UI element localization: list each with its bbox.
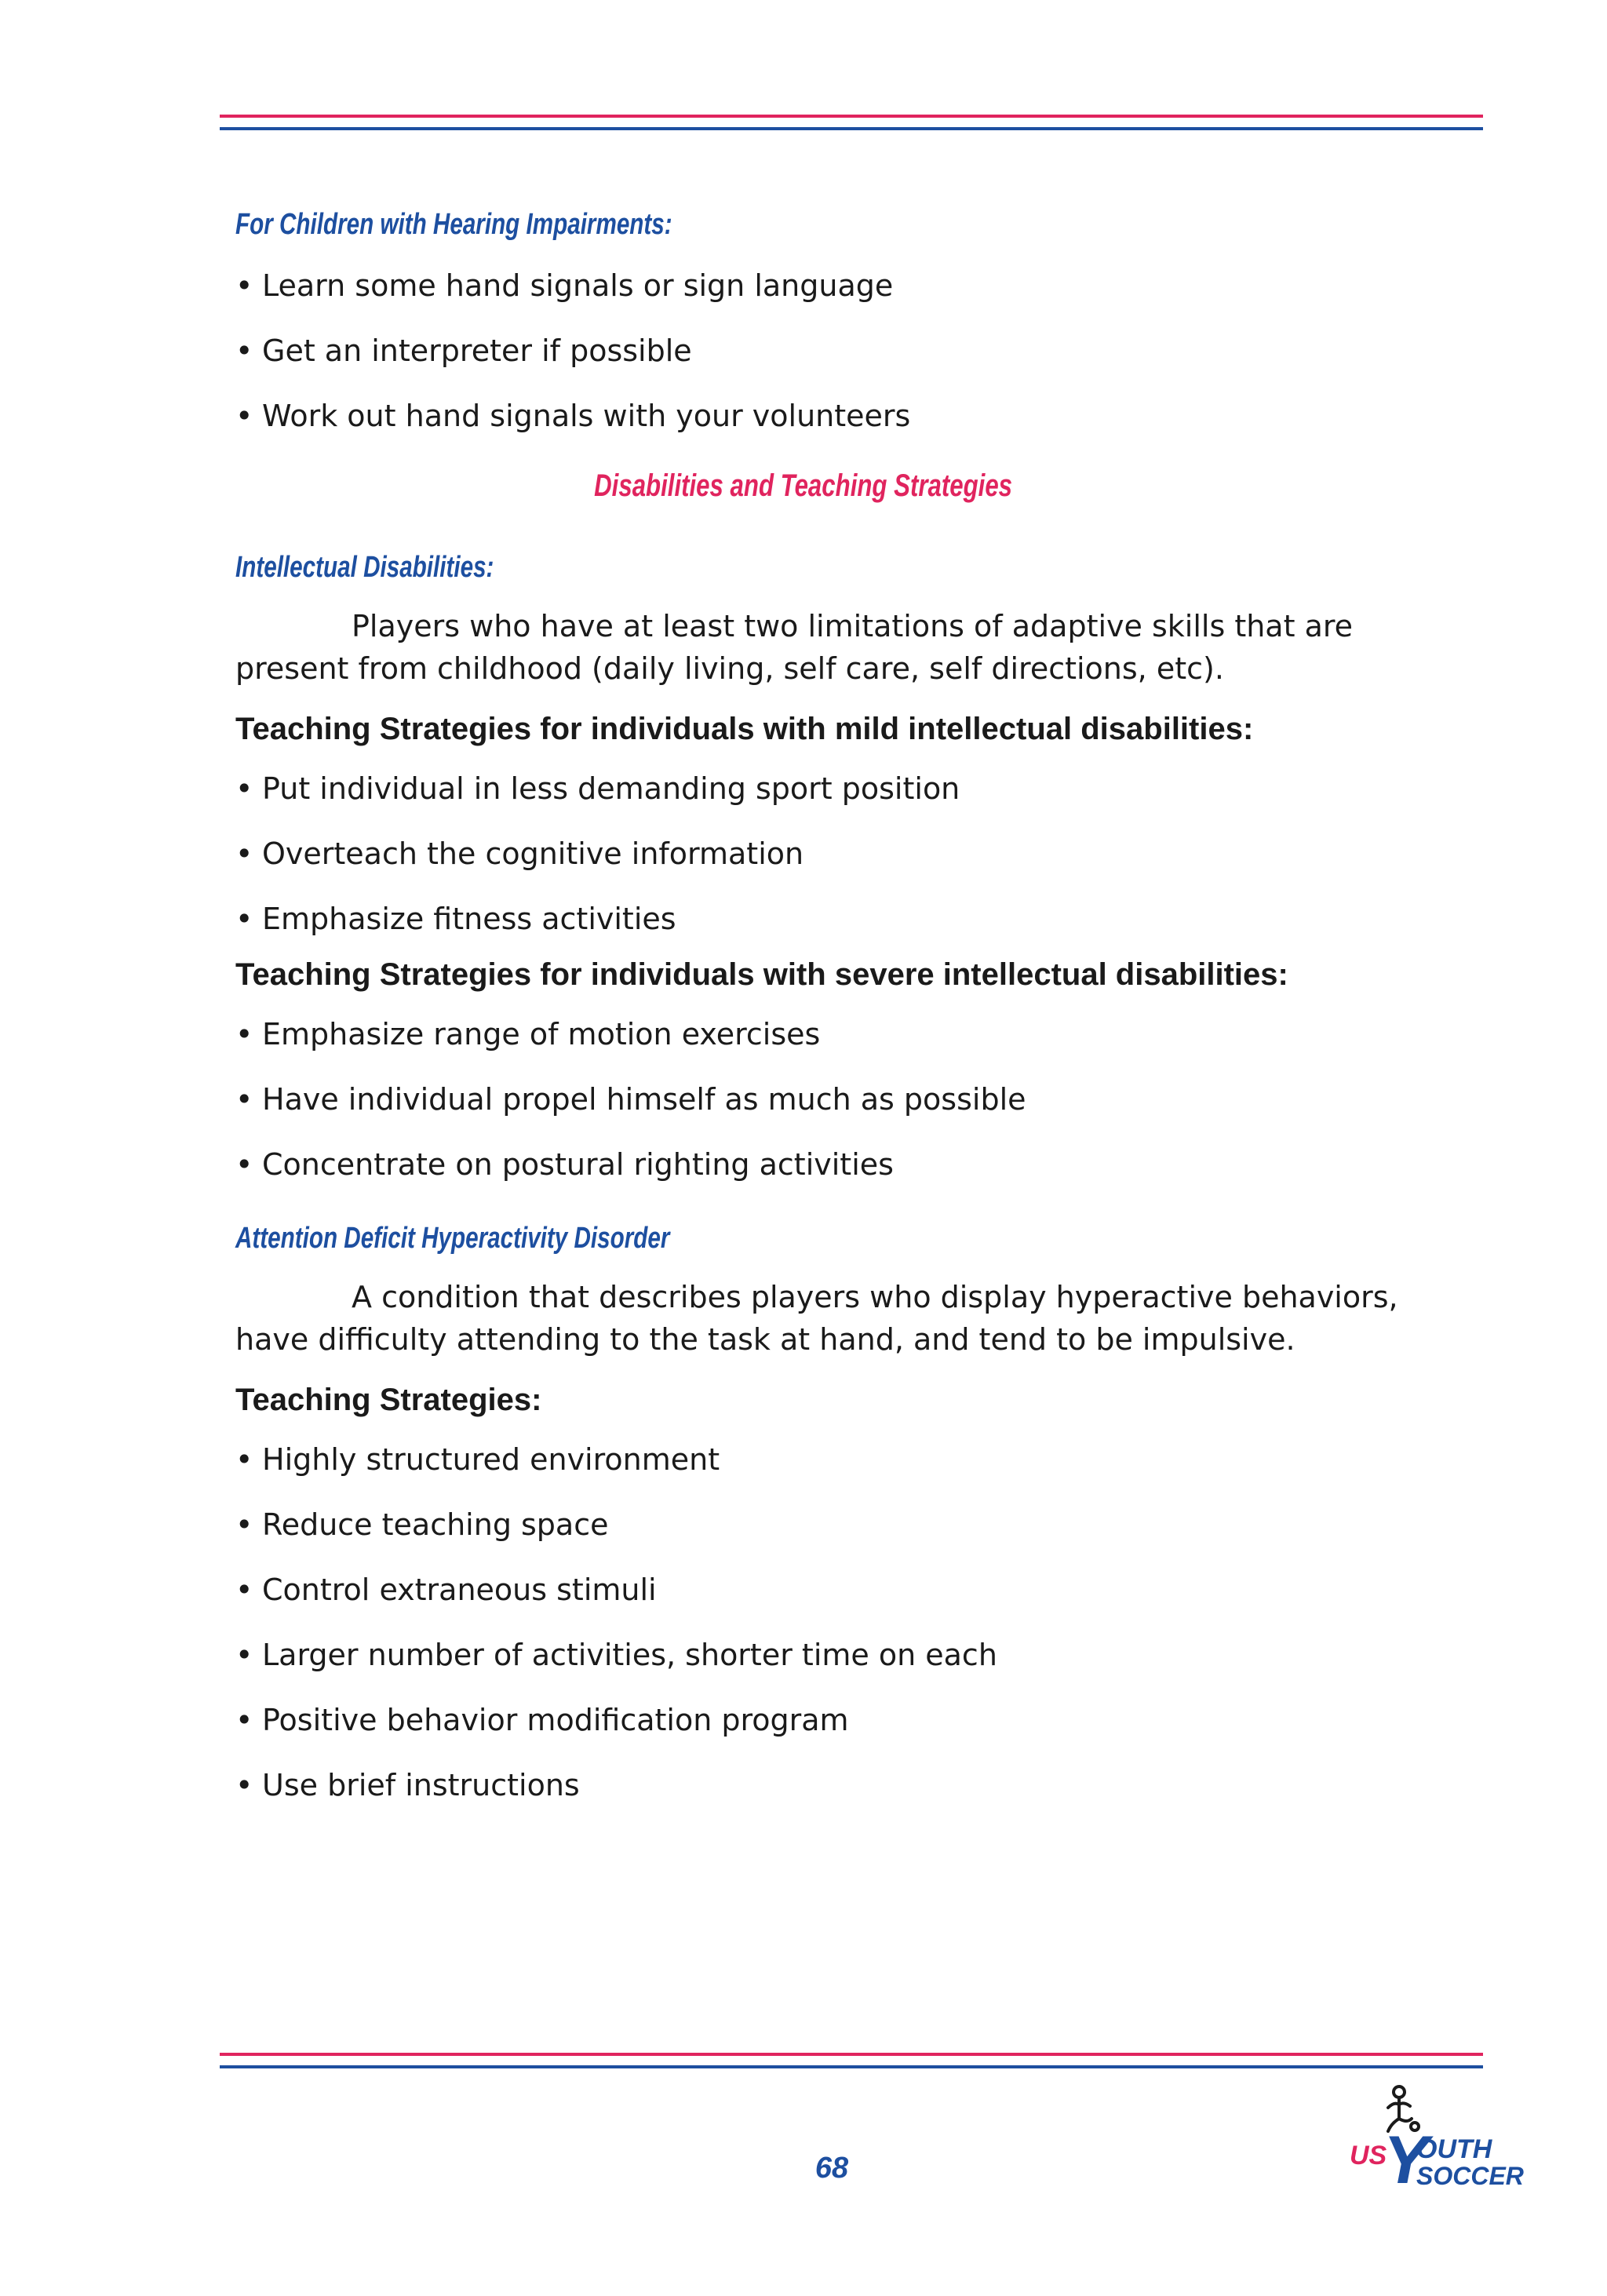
mild-strategies-list bbox=[235, 771, 1491, 937]
list-item: • Highly structured environment bbox=[235, 1441, 1491, 1478]
logo-youth-text: OUTH bbox=[1416, 2134, 1492, 2164]
section-title-text: Disabilities and Teaching Strategies bbox=[594, 468, 1013, 503]
us-youth-soccer-logo bbox=[1346, 2079, 1524, 2198]
severe-strategies-list bbox=[235, 1016, 1491, 1183]
list-item: • Larger number of activities, shorter time on each bbox=[235, 1637, 1491, 1673]
severe-strategies-heading: Teaching Strategies for individuals with severe intellectual disabilities: bbox=[235, 957, 1288, 992]
top-rule-red bbox=[220, 115, 1483, 118]
list-item: • Work out hand signals with your volunteers bbox=[235, 398, 1491, 434]
list-item: • Control extraneous stimuli bbox=[235, 1572, 1491, 1608]
page-content bbox=[235, 208, 1491, 1803]
adhd-strategies-list bbox=[235, 1441, 1491, 1803]
list-item: • Overteach the cognitive information bbox=[235, 836, 1491, 872]
intellectual-heading: Intellectual Disabilities: bbox=[235, 551, 494, 584]
logo-us-text: US bbox=[1350, 2141, 1387, 2170]
bottom-rule-red bbox=[220, 2053, 1483, 2056]
mild-strategies-heading: Teaching Strategies for individuals with mild intellectual disabilities: bbox=[235, 712, 1254, 746]
list-item: • Positive behavior modification program bbox=[235, 1702, 1491, 1738]
list-item: • Get an interpreter if possible bbox=[235, 333, 1491, 369]
list-item: • Learn some hand signals or sign language bbox=[235, 268, 1491, 304]
adhd-paragraph: A condition that describes players who display hyperactive behaviors, have difficulty attending to the task at hand, and tend to be impulsive. bbox=[235, 1280, 1398, 1357]
page-number: 68 bbox=[814, 2152, 849, 2185]
list-item: • Have individual propel himself as much as possible bbox=[235, 1081, 1491, 1117]
top-rule-blue bbox=[220, 127, 1483, 130]
intellectual-paragraph: Players who have at least two limitations of adaptive skills that are present from childhood (daily living, self care, self directions, etc). bbox=[235, 609, 1354, 686]
list-item: • Put individual in less demanding sport position bbox=[235, 771, 1491, 807]
hearing-list bbox=[235, 268, 1491, 434]
adhd-strategies-heading: Teaching Strategies: bbox=[235, 1383, 542, 1417]
list-item: • Emphasize fitness activities bbox=[235, 901, 1491, 937]
hearing-heading: For Children with Hearing Impairments: bbox=[235, 208, 672, 241]
section-title bbox=[0, 468, 1607, 504]
adhd-heading: Attention Deficit Hyperactivity Disorder bbox=[235, 1222, 670, 1255]
list-item: • Use brief instructions bbox=[235, 1767, 1491, 1803]
logo-y-letter: Y bbox=[1383, 2123, 1429, 2198]
bottom-rule-blue bbox=[220, 2065, 1483, 2068]
list-item: • Concentrate on postural righting activities bbox=[235, 1146, 1491, 1183]
logo-soccer-text: SOCCER bbox=[1416, 2162, 1524, 2190]
list-item: • Reduce teaching space bbox=[235, 1507, 1491, 1543]
list-item: • Emphasize range of motion exercises bbox=[235, 1016, 1491, 1052]
